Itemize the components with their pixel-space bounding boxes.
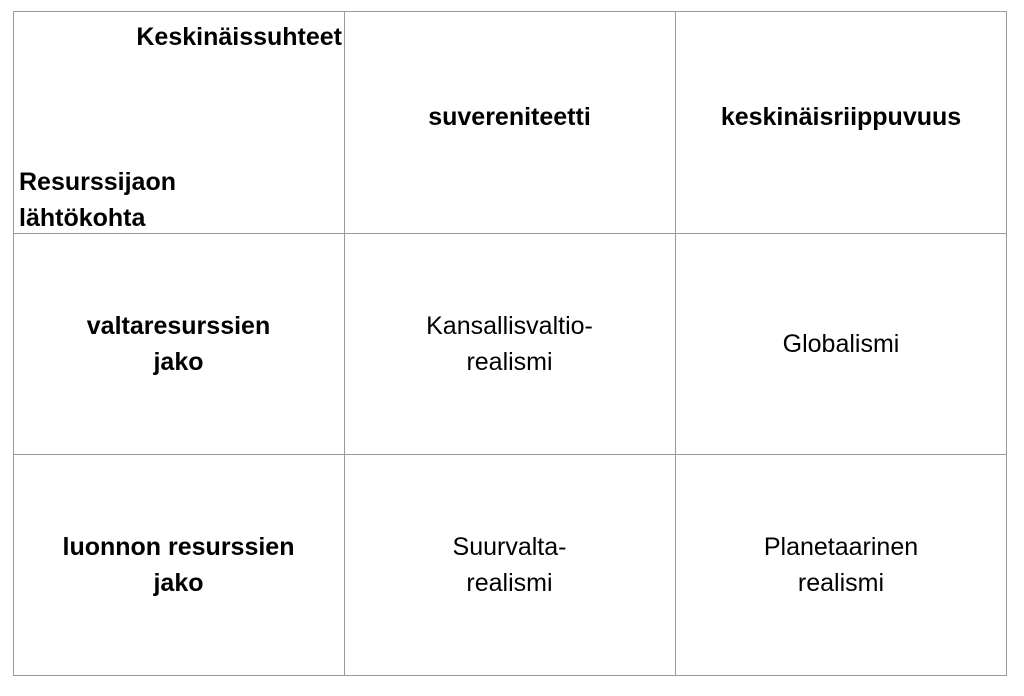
- column-axis-label: Keskinäissuhteet: [136, 23, 342, 51]
- cell-globalism: Globalismi: [782, 329, 900, 358]
- cell-nation-state-realism: Kansallisvaltio- realismi: [426, 311, 593, 376]
- row-axis-label: Resurssijaon lähtökohta: [19, 168, 177, 232]
- column-header-sovereignty: suvereniteetti: [428, 103, 591, 131]
- cell-planetary-realism: Planetaarinen realismi: [763, 533, 919, 597]
- cell-great-power-realism: Suurvalta- realismi: [452, 533, 567, 597]
- column-header-interdependence: keskinäisriippuvuus: [720, 103, 962, 131]
- row-header-power-resources: valtaresurssien jako: [86, 311, 271, 376]
- row-header-natural-resources: luonnon resurssien jako: [62, 533, 295, 597]
